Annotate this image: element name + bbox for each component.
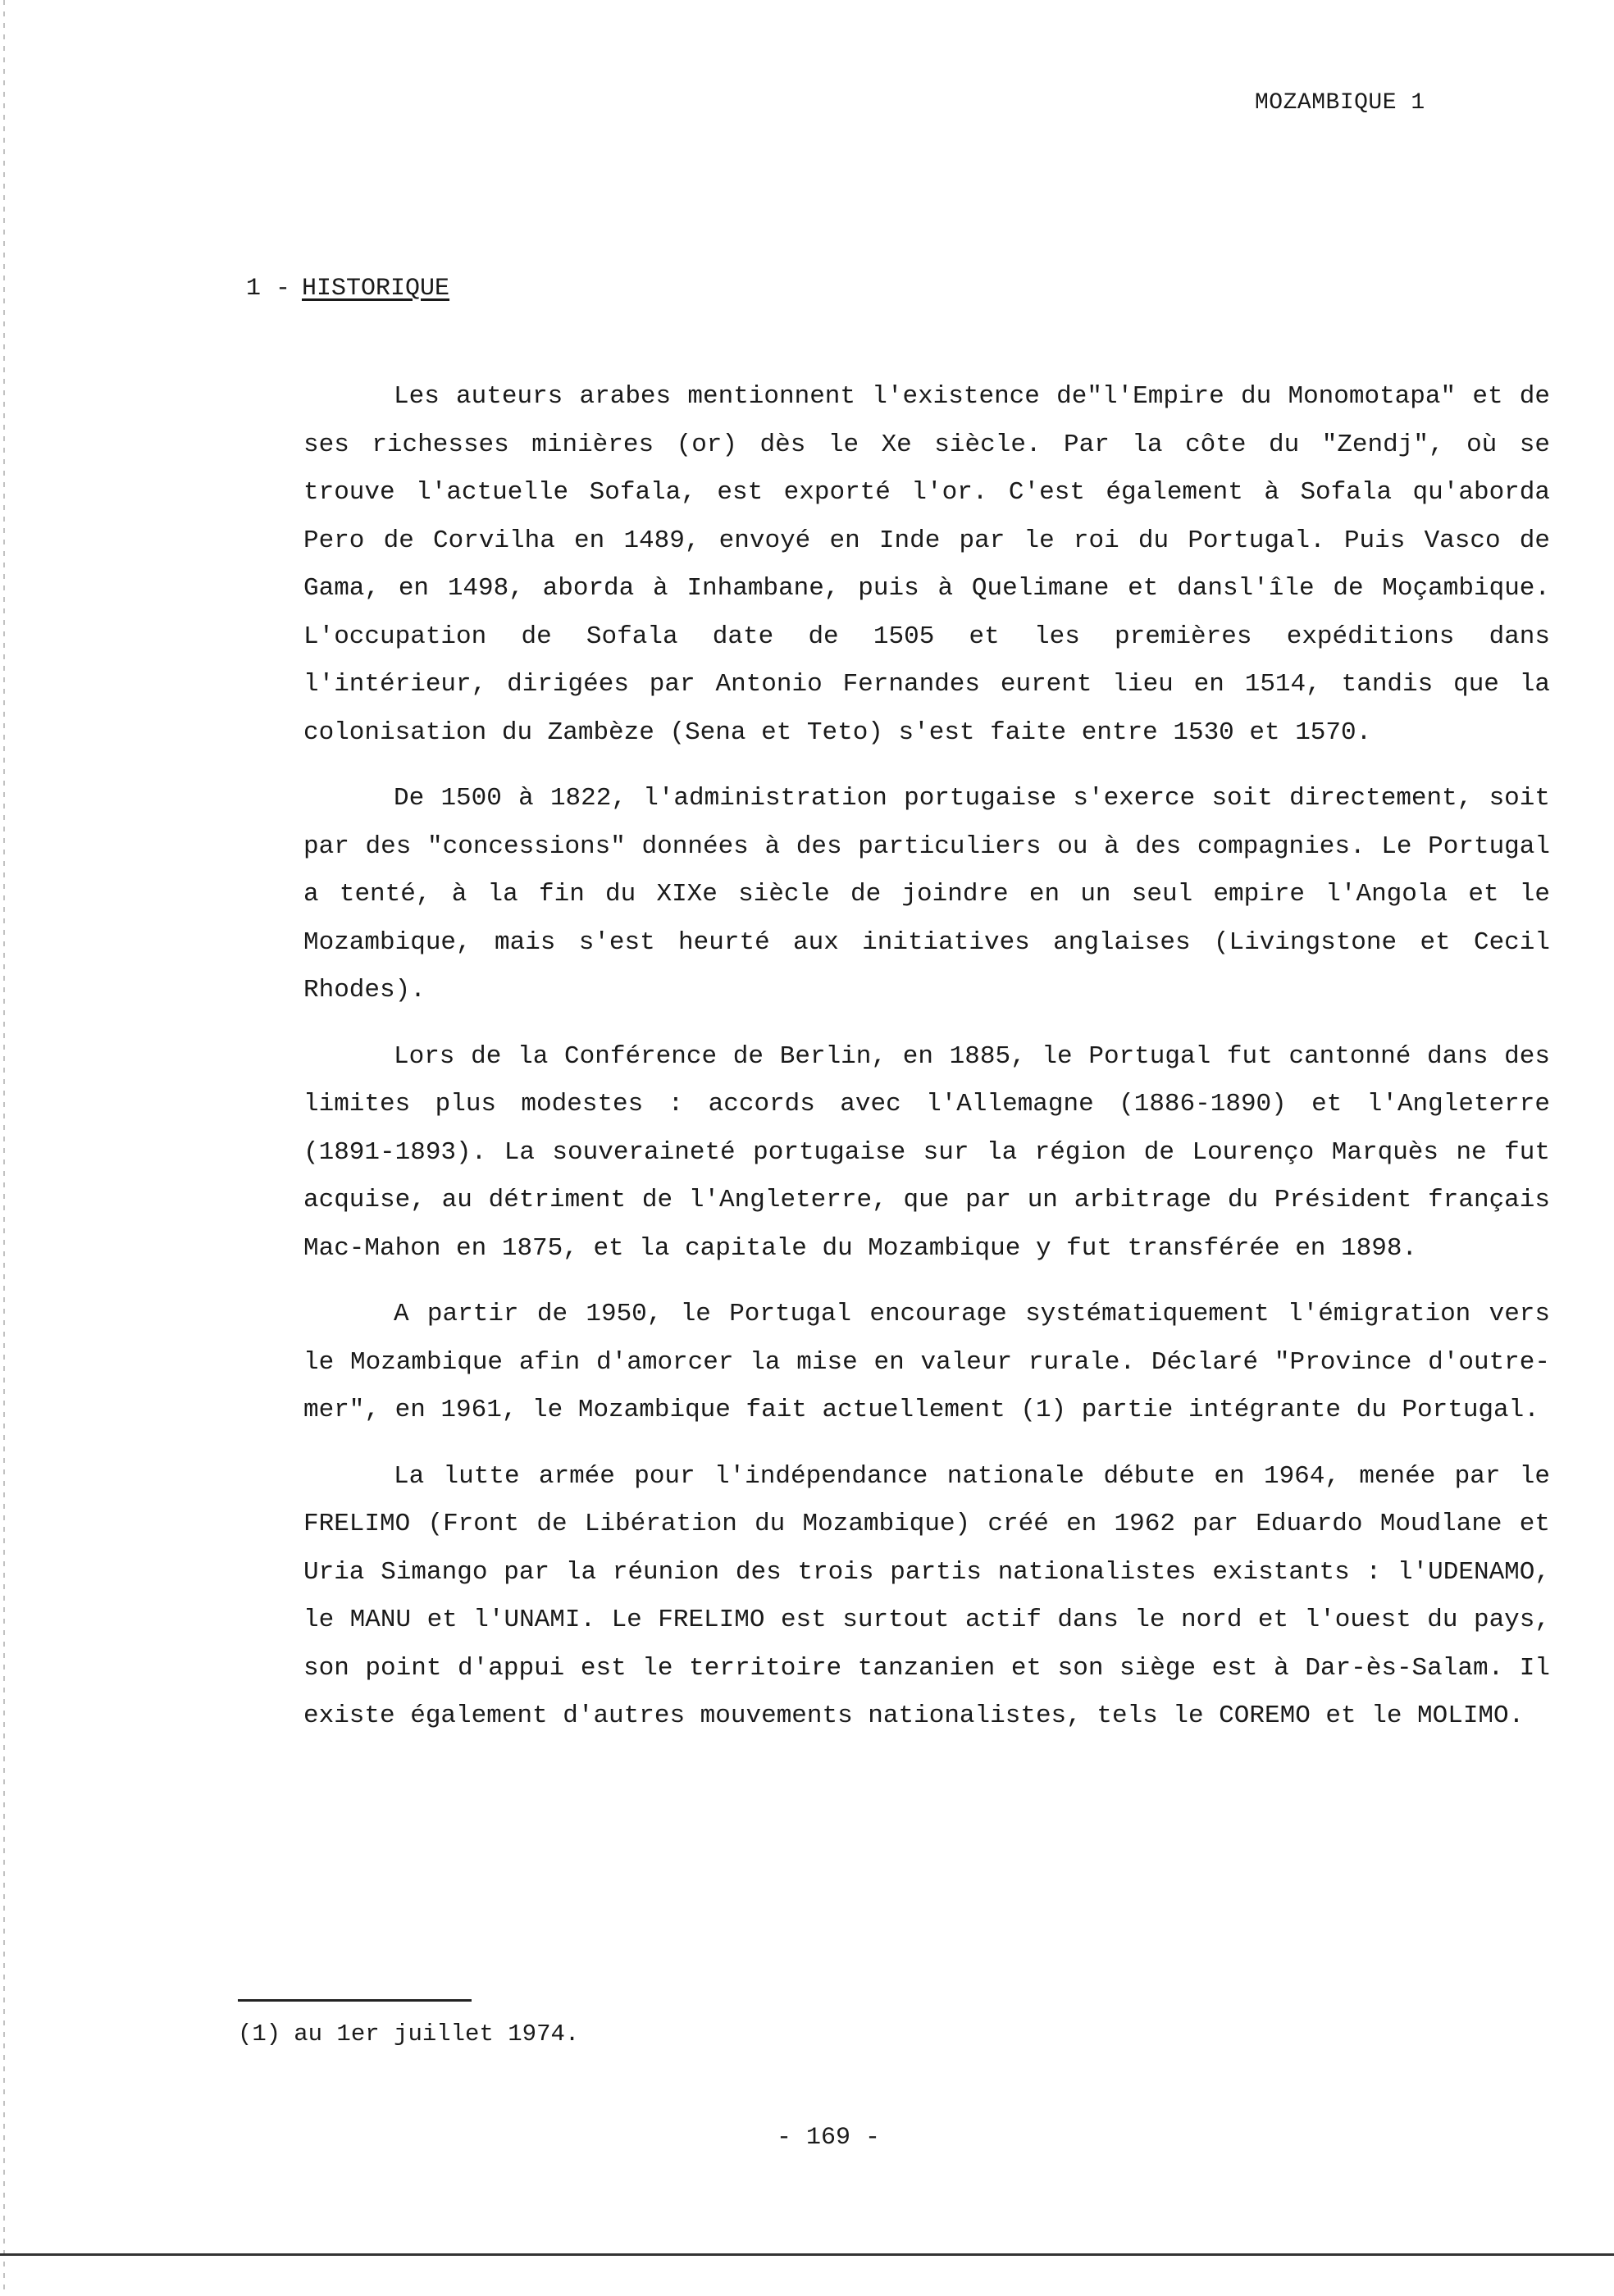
section-number: 1 - — [246, 275, 291, 303]
paragraph-emigration: A partir de 1950, le Portugal encourage systématiquement l'émigration vers le Mozambique afin d'amorcer la mise en valeur rurale. Déclaré "Province d'outre-mer", en 1961, le Mozambique fait actuellement (1) partie intégrante du Portugal. — [303, 1300, 1550, 1424]
footnote-marker: (1) — [238, 2020, 281, 2048]
body-text — [303, 373, 1550, 1759]
paragraph-administration: De 1500 à 1822, l'administration portugaise s'exerce soit directement, soit par des "concessions" données à des particuliers ou à des compagnies. Le Portugal a tenté, à la fin du XIXe siècle de joindre en un seul empire l'Angola et le Mozambique, mais s'est heurté aux initiatives anglaises (Livingstone et Cecil Rhodes). — [303, 784, 1550, 1004]
footnote-text: au 1er juillet 1974. — [294, 2020, 580, 2048]
footnote-separator — [238, 1999, 472, 2002]
paragraph-armed-struggle: La lutte armée pour l'indépendance nationale débute en 1964, menée par le FRELIMO (Front de Libération du Mozambique) créé en 1962 par Eduardo Moudlane et Uria Simango par la réunion des trois partis nationalistes existants : l'UDENAMO, le MANU et l'UNAMI. Le FRELIMO est surtout actif dans le nord et l'ouest du pays, son point d'appui est le territoire tanzanien et son siège est à Dar-ès-Salam. Il existe également d'autres mouvements nationalistes, tels le COREMO et le MOLIMO. — [303, 1461, 1550, 1730]
page-number: - 169 - — [776, 2124, 881, 2152]
paragraph-history-origins: Les auteurs arabes mentionnent l'existence de"l'Empire du Monomotapa" et de ses richesses minières (or) dès le Xe siècle. Par la côte du "Zendj", où se trouve l'actuelle Sofala, est exporté l'or. C'est également à Sofala qu'aborda Pero de Corvilha en 1489, envoyé en Inde par le roi du Portugal. Puis Vasco de Gama, en 1498, aborda à Inhambane, puis à Quelimane et dansl'île de Moçambique. L'occupation de Sofala date de 1505 et les premières expéditions dans l'intérieur, dirigées par Antonio Fernandes eurent lieu en 1514, tandis que la colonisation du Zambèze (Sena et Teto) s'est faite entre 1530 et 1570. — [303, 382, 1550, 747]
footnote — [238, 2020, 579, 2048]
running-head: MOZAMBIQUE 1 — [1255, 90, 1425, 116]
section-heading — [246, 275, 449, 303]
scan-edge-artifact — [3, 0, 5, 2296]
scan-border-line — [0, 2253, 1614, 2256]
section-title: HISTORIQUE — [302, 275, 450, 303]
paragraph-berlin-conference: Lors de la Conférence de Berlin, en 1885, le Portugal fut cantonné dans des limites plus modestes : accords avec l'Allemagne (1886-1890) et l'Angleterre (1891-1893). La souveraineté portugaise sur la région de Lourenço Marquès ne fut acquise, au détriment de l'Angleterre, que par un arbitrage du Président français Mac-Mahon en 1875, et la capitale du Mozambique y fut transférée en 1898. — [303, 1041, 1550, 1263]
